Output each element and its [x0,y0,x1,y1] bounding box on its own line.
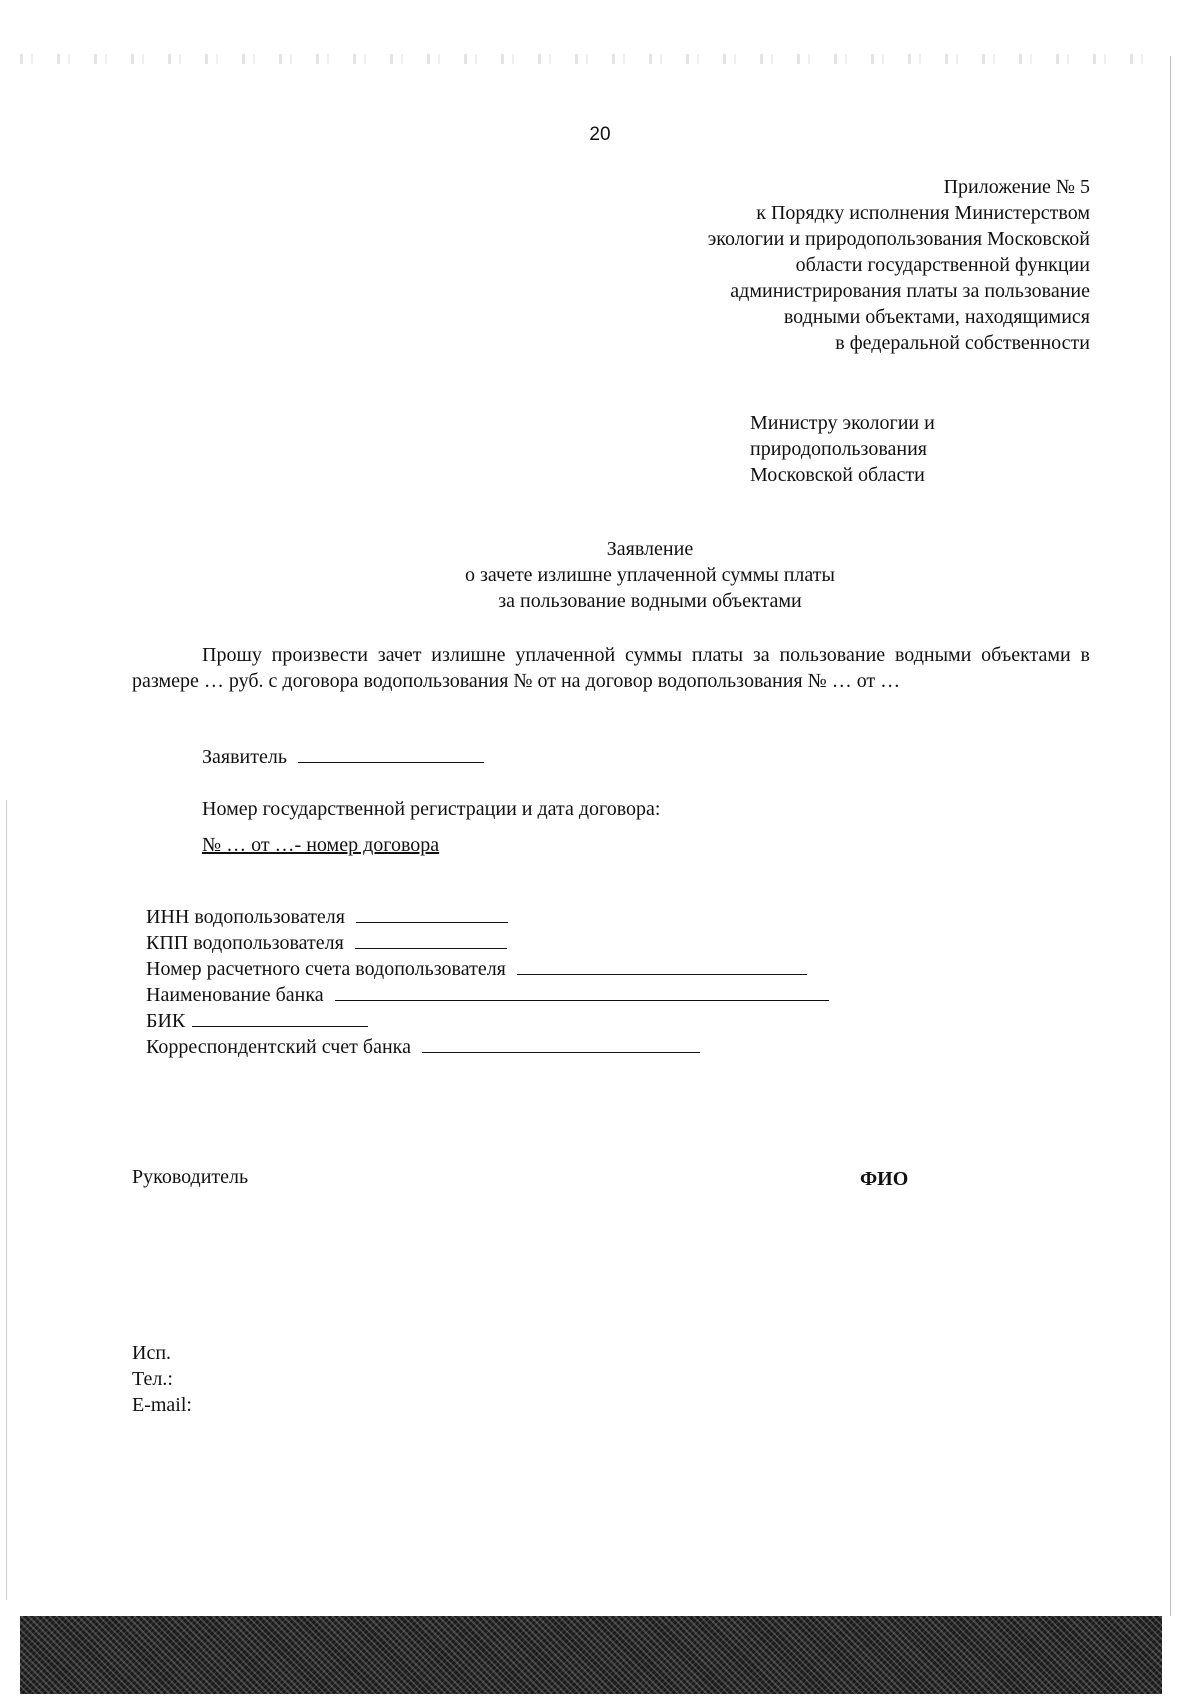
scan-edge-left [6,800,7,1600]
registration-value: № … от …- номер договора [202,834,440,856]
appendix-line: водными объектами, находящимися [783,306,1090,328]
kpp-label: КПП водопользователя [146,932,344,954]
bik-label: БИК [146,1010,186,1032]
addressee-line: Министру экологии и [750,412,935,434]
bank-name-blank-line[interactable] [335,982,829,1001]
contact-phone: Тел.: [132,1368,173,1390]
title-line: о зачете излишне уплаченной суммы платы [465,564,835,586]
contacts-block [132,1340,192,1418]
fio-label: ФИО [860,1168,909,1190]
page-number: 20 [589,124,611,145]
appendix-line: в федеральной собственности [835,332,1090,354]
applicant-blank-line[interactable] [298,744,484,763]
applicant-field [202,744,484,770]
title-line: за пользование водными объектами [498,590,802,612]
account-row [146,956,829,982]
contact-executor: Исп. [132,1342,172,1364]
bik-blank-line[interactable] [192,1008,368,1027]
corr-account-row [146,1034,829,1060]
corr-account-label: Корреспондентский счет банка [146,1036,411,1058]
appendix-line: администрирования платы за пользование [730,280,1090,302]
corr-account-blank-line[interactable] [422,1034,700,1053]
appendix-reference [530,174,1090,356]
applicant-label: Заявитель [202,746,287,768]
document-title [300,536,1000,614]
bik-row [146,1008,829,1034]
request-paragraph [132,642,1090,694]
appendix-line: Приложение № 5 [943,176,1090,198]
bank-details [146,904,829,1060]
account-label: Номер расчетного счета водопользователя [146,958,506,980]
scan-edge-right [1170,56,1171,1616]
addressee-block [750,410,1080,488]
registration-label: Номер государственной регистрации и дата договора: [202,798,661,820]
head-label: Руководитель [132,1166,249,1188]
kpp-row [146,930,829,956]
inn-blank-line[interactable] [356,904,508,923]
appendix-line: области государственной функции [795,254,1090,276]
scan-noise-top [20,54,1150,64]
request-text: Прошу произвести зачет излишне уплаченной суммы платы за пользование водными объектами в размере … руб. с договора водопользования № от на договор водопользования № … от … [132,644,1090,692]
title-line: Заявление [606,538,694,560]
scan-dark-band-bottom [20,1616,1162,1694]
addressee-line: Московской области [750,464,925,486]
inn-row [146,904,829,930]
inn-label: ИНН водопользователя [146,906,345,928]
kpp-blank-line[interactable] [355,930,507,949]
contact-email: E-mail: [132,1394,192,1416]
appendix-line: экологии и природопользования Московской [707,228,1090,250]
appendix-line: к Порядку исполнения Министерством [756,202,1090,224]
bank-name-row [146,982,829,1008]
account-blank-line[interactable] [517,956,807,975]
addressee-line: природопользования [750,438,927,460]
bank-name-label: Наименование банка [146,984,324,1006]
